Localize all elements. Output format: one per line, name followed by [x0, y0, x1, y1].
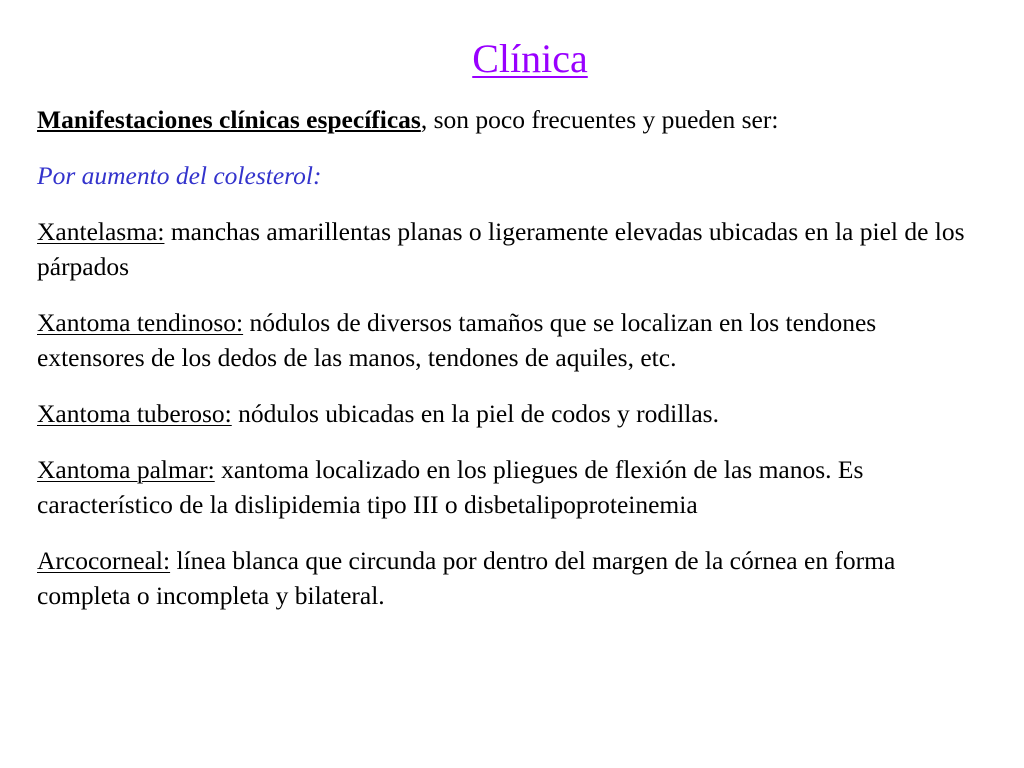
definition-text: manchas amarillentas planas o ligeramente elevadas ubicadas en la piel de los párpados [37, 217, 965, 281]
definition-item-xantoma-tuberoso [37, 396, 987, 431]
intro-term: Manifestaciones clínicas específicas [37, 105, 421, 134]
definition-text: nódulos de diversos tamaños que se localizan en los tendones extensores de los dedos de las manos, tendones de aquiles, etc. [37, 308, 877, 372]
definition-text: línea blanca que circunda por dentro del margen de la córnea en forma completa o incompleta y bilateral. [37, 546, 896, 610]
definition-term: Xantoma tendinoso: [37, 308, 244, 337]
section-heading: Por aumento del colesterol: [37, 161, 322, 190]
slide-body [37, 102, 987, 634]
definition-item-xantelasma [37, 214, 987, 284]
slide-title: Clínica [472, 36, 588, 81]
definition-item-xantoma-tendinoso [37, 305, 987, 375]
definition-item-arcocorneal [37, 543, 987, 613]
definition-text: xantoma localizado en los pliegues de flexión de las manos. Es característico de la dislipidemia tipo III o disbetalipoproteinemia [37, 455, 864, 519]
definition-term: Xantoma palmar: [37, 455, 215, 484]
definition-text: nódulos ubicadas en la piel de codos y rodillas. [231, 399, 719, 428]
definition-term: Arcocorneal: [37, 546, 171, 575]
definition-item-xantoma-palmar [37, 452, 987, 522]
intro-paragraph [37, 102, 987, 137]
definition-term: Xantoma tuberoso: [37, 399, 232, 428]
definition-term: Xantelasma: [37, 217, 165, 246]
intro-text: , son poco frecuentes y pueden ser: [420, 105, 779, 134]
